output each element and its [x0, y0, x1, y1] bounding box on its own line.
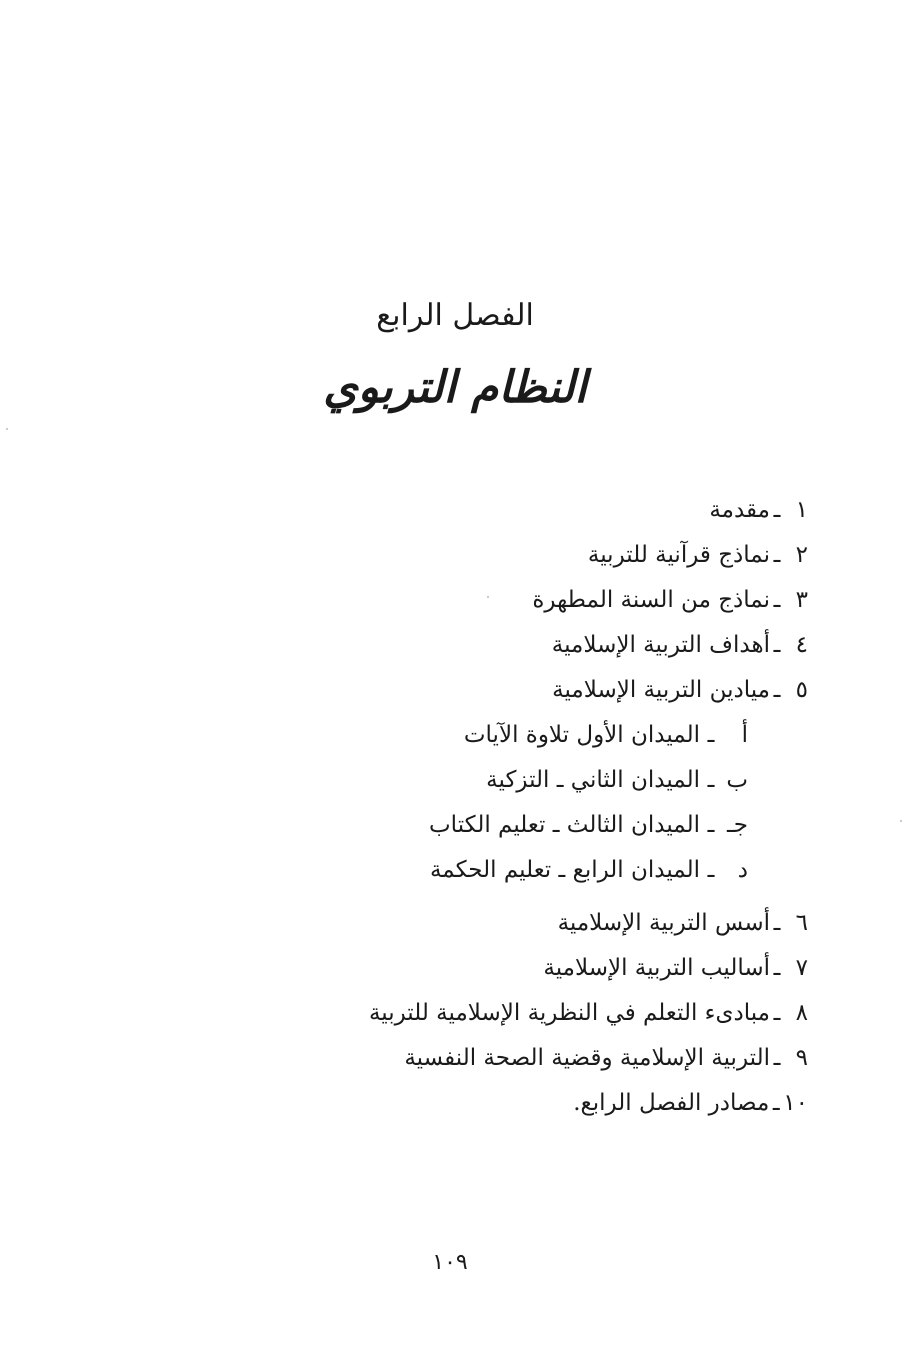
page-number: ١٠٩ — [432, 1250, 468, 1275]
toc-item-dash: ـ — [773, 632, 781, 658]
toc-item-4 — [288, 623, 808, 668]
toc-item-number: ٤ — [795, 632, 808, 658]
toc-item-dash: ـ — [773, 542, 781, 568]
toc-item-2 — [288, 533, 808, 578]
toc-item-dash: ـ — [773, 1045, 781, 1071]
toc-item-text: نماذج من السنة المطهرة — [532, 587, 770, 613]
toc-item-dash: ـ — [773, 497, 781, 523]
scan-speck — [487, 596, 489, 598]
toc-sub-item-c — [288, 803, 748, 848]
toc-item-10 — [288, 1081, 808, 1126]
toc-item-1 — [288, 488, 808, 533]
toc-sub-item-letter: ب — [726, 767, 748, 793]
toc-sub-item-text: الميدان الأول تلاوة الآيات — [463, 722, 700, 748]
toc-item-number: ٧ — [795, 955, 808, 981]
chapter-title: النظام التربوي — [323, 362, 587, 413]
toc-item-dash: ـ — [773, 1000, 781, 1026]
toc-item-3 — [288, 578, 808, 623]
toc-item-text: نماذج قرآنية للتربية — [587, 542, 770, 568]
toc-item-text: مصادر الفصل الرابع. — [573, 1090, 770, 1116]
toc-sub-item-dash: ـ — [707, 857, 715, 883]
toc-item-number: ٢ — [795, 542, 808, 568]
toc-item-text: التربية الإسلامية وقضية الصحة النفسية — [404, 1045, 770, 1071]
toc-sub-item-text: الميدان الرابع ـ تعليم الحكمة — [429, 857, 700, 883]
toc-item-number: ٩ — [795, 1045, 808, 1071]
toc-item-dash: ـ — [773, 587, 781, 613]
toc-sub-item-text: الميدان الثاني ـ التزكية — [486, 767, 700, 793]
toc-sub-item-text: الميدان الثالث ـ تعليم الكتاب — [429, 812, 700, 838]
toc-sub-item-b — [288, 758, 748, 803]
toc-item-8 — [288, 991, 808, 1036]
table-of-contents — [288, 488, 808, 1126]
toc-sub-item-letter: جـ — [727, 812, 748, 838]
chapter-label: الفصل الرابع — [376, 298, 534, 333]
toc-sub-list — [288, 713, 748, 893]
toc-item-text: مقدمة — [709, 497, 770, 523]
toc-item-dash: ـ — [773, 910, 781, 936]
toc-item-number: ١٠ — [783, 1090, 808, 1116]
toc-sub-item-letter: أ — [741, 722, 748, 748]
scan-speck — [900, 820, 902, 822]
toc-item-text: أسس التربية الإسلامية — [557, 910, 770, 936]
toc-item-number: ١ — [795, 497, 808, 523]
toc-item-dash: ـ — [772, 1090, 780, 1116]
toc-item-number: ٣ — [795, 587, 808, 613]
toc-item-number: ٥ — [795, 677, 808, 703]
toc-sub-item-dash: ـ — [707, 812, 715, 838]
toc-item-text: ميادين التربية الإسلامية — [552, 677, 770, 703]
toc-item-text: أهداف التربية الإسلامية — [551, 632, 770, 658]
toc-item-text: مبادىء التعلم في النظرية الإسلامية للتربية — [368, 1000, 770, 1026]
toc-item-number: ٨ — [795, 1000, 808, 1026]
toc-sub-item-dash: ـ — [707, 722, 715, 748]
toc-sub-item-d — [288, 848, 748, 893]
toc-item-dash: ـ — [773, 955, 781, 981]
toc-item-5 — [288, 668, 808, 713]
toc-sub-item-letter: د — [737, 857, 748, 883]
toc-item-9 — [288, 1036, 808, 1081]
toc-sub-item-dash: ـ — [707, 767, 715, 793]
toc-sub-item-a — [288, 713, 748, 758]
scan-speck — [6, 428, 8, 430]
toc-item-7 — [288, 946, 808, 991]
toc-item-number: ٦ — [795, 910, 808, 936]
toc-item-text: أساليب التربية الإسلامية — [543, 955, 770, 981]
toc-item-dash: ـ — [773, 677, 781, 703]
toc-item-6 — [288, 901, 808, 946]
